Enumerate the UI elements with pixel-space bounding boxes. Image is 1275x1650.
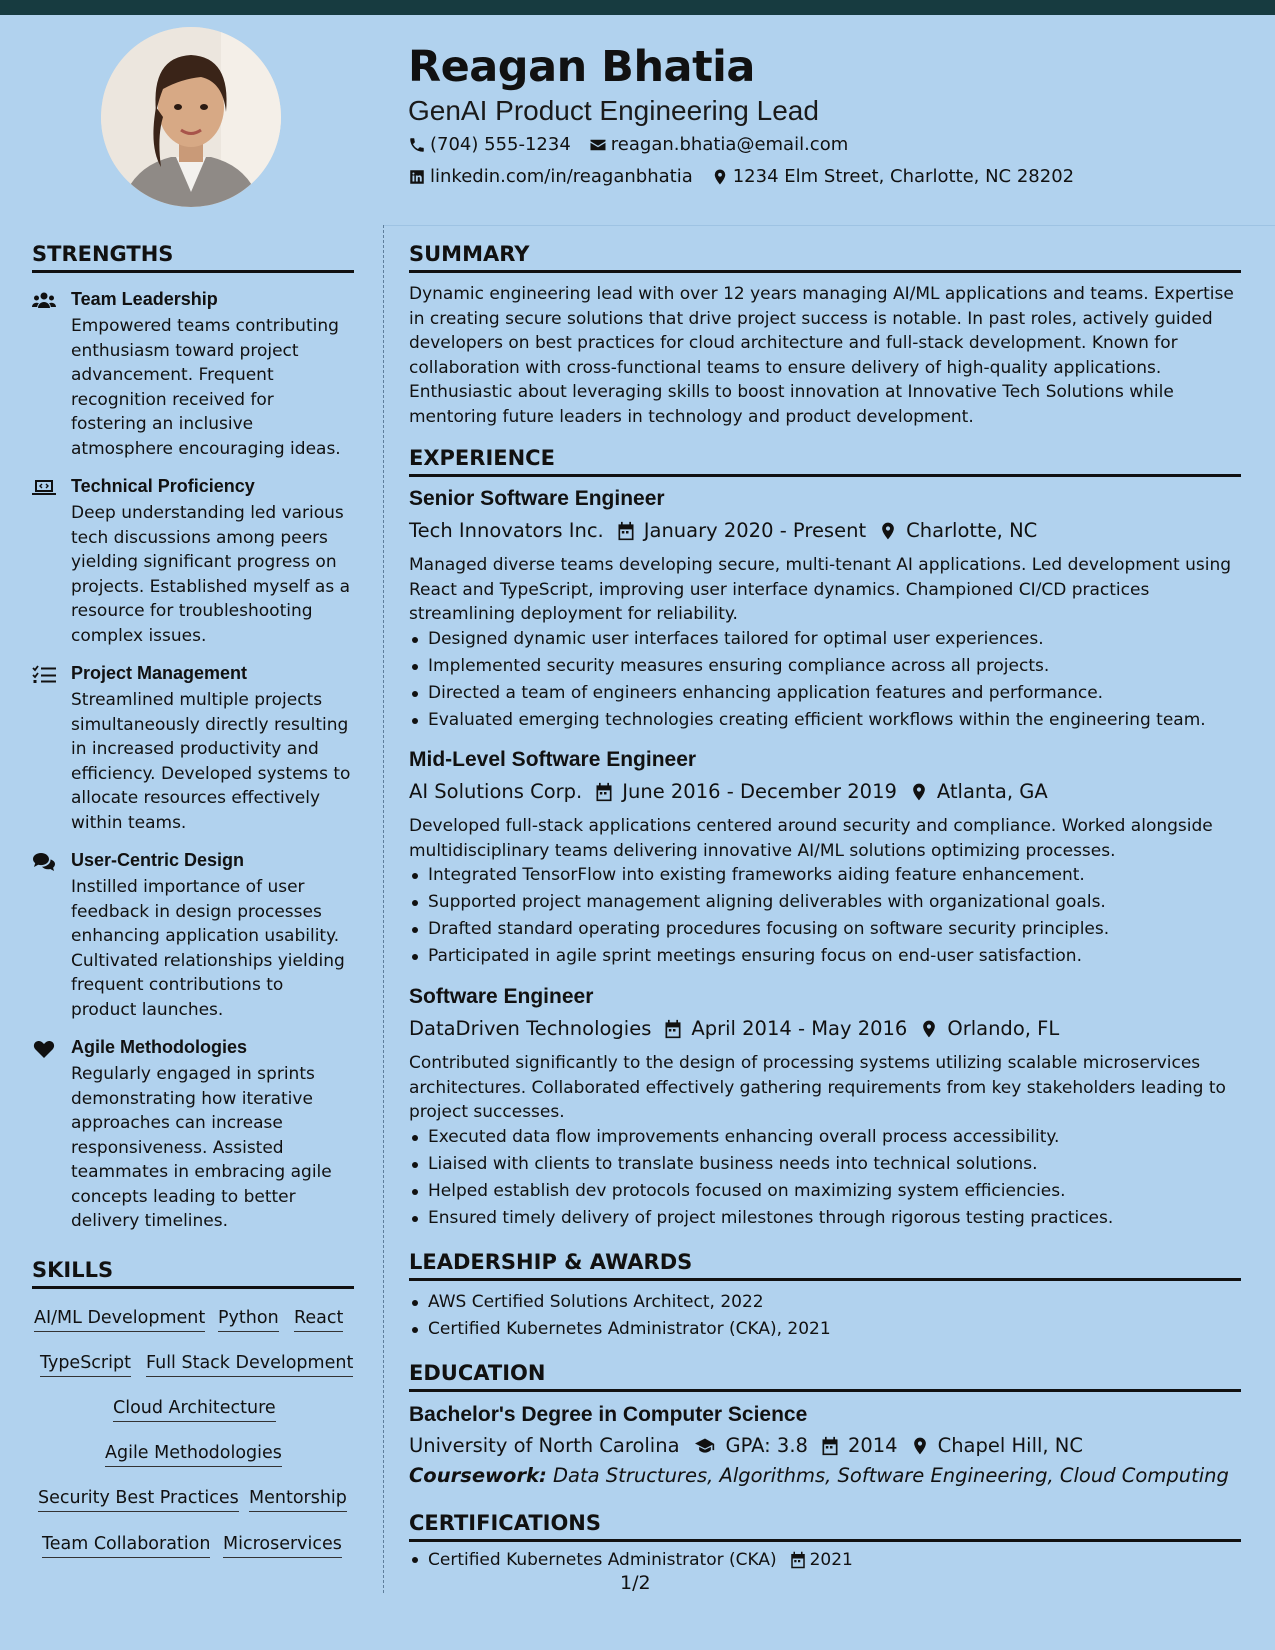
summary-heading: SUMMARY (409, 242, 1241, 273)
comments-icon (32, 852, 56, 872)
candidate-name: Reagan Bhatia (408, 42, 755, 92)
job-bullets (409, 862, 1109, 970)
header-divider (383, 225, 1275, 226)
page-number: 1/2 (620, 1572, 651, 1594)
degree-title: Bachelor's Degree in Computer Science (409, 1403, 808, 1426)
job-title: Senior Software Engineer (409, 487, 665, 510)
calendar-icon (663, 1019, 683, 1039)
gpa (692, 1434, 808, 1457)
job-meta (409, 1017, 1071, 1040)
education-location-text: Chapel Hill, NC (937, 1434, 1084, 1457)
job-bullet: Integrated TensorFlow into existing frameworks aiding feature enhancement. (409, 862, 1109, 889)
skill-tag: Cloud Architecture (113, 1398, 276, 1422)
linkedin-text: linkedin.com/in/reaganbhatia (430, 166, 693, 187)
graduation-year-text: 2014 (847, 1434, 898, 1457)
graduation-year (820, 1434, 898, 1457)
skill-tag: Mentorship (249, 1488, 347, 1512)
job-bullet: Participated in agile sprint meetings ensuring focus on end-user satisfaction. (409, 943, 1109, 970)
linkedin-contact[interactable] (408, 166, 693, 187)
coursework-label: Coursework: (409, 1464, 547, 1487)
job-bullets (409, 1124, 1113, 1232)
job-dates-text: January 2020 - Present (643, 519, 867, 542)
skills-heading: SKILLS (32, 1258, 354, 1289)
location-pin-icon (878, 521, 898, 541)
education-meta (409, 1434, 1095, 1457)
heart-icon (32, 1039, 56, 1059)
envelope-icon (589, 136, 607, 154)
skill-tag: React (294, 1308, 343, 1332)
job-dates-text: April 2014 - May 2016 (691, 1017, 908, 1040)
job-location-text: Charlotte, NC (906, 519, 1038, 542)
profile-photo (101, 27, 281, 207)
certification-name: Certified Kubernetes Administrator (CKA) (428, 1550, 777, 1570)
contact-row-2 (408, 166, 1092, 187)
users-icon (32, 291, 56, 311)
award-item: Certified Kubernetes Administrator (CKA), 2021 (409, 1316, 831, 1343)
contact-row-1 (408, 134, 866, 155)
job-company: AI Solutions Corp. (409, 780, 583, 803)
strength-title: Technical Proficiency (71, 476, 255, 496)
job-bullet: Designed dynamic user interfaces tailored for optimal user experiences. (409, 626, 1206, 653)
strengths-heading: STRENGTHS (32, 242, 354, 273)
location-pin-icon (711, 168, 729, 186)
task-list-icon (32, 665, 56, 685)
summary-text: Dynamic engineering lead with over 12 years managing AI/ML applications and teams. Expertise in creating secure solutions that drive project success is notable. In past roles, actively guided developers on best practices for cloud architecture and full-stack development. Known for collaboration with cross-functional teams to ensure delivery of high-quality applications. Enthusiastic about leveraging skills to boost innovation at Innovative Tech Solutions while mentoring future leaders in technology and product development. (409, 284, 1234, 427)
job-meta (409, 780, 1060, 803)
strength-title: User-Centric Design (71, 850, 245, 870)
job-bullet: Supported project management aligning deliverables with organizational goals. (409, 889, 1109, 916)
phone-icon (408, 136, 426, 154)
location-pin-icon (910, 1436, 930, 1456)
job-bullet: Liaised with clients to translate business needs into technical solutions. (409, 1151, 1113, 1178)
job-company: DataDriven Technologies (409, 1017, 652, 1040)
job-title: Software Engineer (409, 985, 594, 1008)
job-bullet: Executed data flow improvements enhancing overall process accessibility. (409, 1124, 1113, 1151)
coursework (409, 1464, 1229, 1487)
job-description: Developed full-stack applications centered around security and compliance. Worked alongside multidisciplinary teams delivering innovative AI/ML solutions optimizing processes. (409, 816, 1213, 861)
email-contact[interactable] (589, 134, 848, 155)
skill-tag: Microservices (223, 1534, 342, 1558)
location-pin-icon (909, 782, 929, 802)
job-bullets (409, 626, 1206, 734)
skill-tag: Full Stack Development (146, 1353, 353, 1377)
strength-desc: Deep understanding led various tech discussions among peers yielding significant progress on projects. Established myself as a resource for troubleshooting complex issues. (71, 503, 351, 646)
job-description: Contributed significantly to the design of processing systems utilizing scalable microservices architectures. Collaborated effectively gathering requirements from key stakeholders leading to project successes. (409, 1053, 1226, 1122)
strength-desc: Streamlined multiple projects simultaneously directly resulting in increased productivity and efficiency. Developed systems to allocate resources effectively within teams. (71, 690, 351, 833)
gpa-text: GPA: 3.8 (725, 1434, 808, 1457)
job-location (919, 1017, 1059, 1040)
job-location (909, 780, 1048, 803)
certification-year: 2021 (809, 1550, 853, 1570)
job-bullet: Directed a team of engineers enhancing application features and performance. (409, 680, 1206, 707)
job-dates (663, 1017, 907, 1040)
leadership-heading: LEADERSHIP & AWARDS (409, 1250, 1241, 1281)
job-bullet: Helped establish dev protocols focused on maximizing system efficiencies. (409, 1178, 1113, 1205)
leadership-list (409, 1289, 831, 1343)
job-meta (409, 519, 1049, 542)
job-dates (616, 519, 866, 542)
email-text: reagan.bhatia@email.com (610, 134, 849, 155)
job-bullet: Ensured timely delivery of project milestones through rigorous testing practices. (409, 1205, 1113, 1232)
certifications-heading: CERTIFICATIONS (409, 1511, 1241, 1542)
school-name: University of North Carolina (409, 1434, 680, 1457)
certification-item (409, 1550, 853, 1570)
portrait-image (101, 27, 281, 207)
experience-heading: EXPERIENCE (409, 446, 1241, 477)
skill-tag: TypeScript (40, 1353, 131, 1377)
laptop-code-icon (32, 478, 56, 498)
strength-title: Team Leadership (71, 289, 218, 309)
strength-title: Project Management (71, 663, 248, 683)
calendar-icon (616, 521, 636, 541)
job-bullet: Evaluated emerging technologies creating efficient workflows within the engineering team. (409, 707, 1206, 734)
job-bullet: Implemented security measures ensuring compliance across all projects. (409, 653, 1206, 680)
address-text: 1234 Elm Street, Charlotte, NC 28202 (732, 166, 1075, 187)
calendar-icon (594, 782, 614, 802)
phone-contact[interactable] (408, 134, 571, 155)
strength-desc: Empowered teams contributing enthusiasm toward project advancement. Frequent recognition received for fostering an inclusive atmosphere encouraging ideas. (71, 316, 341, 459)
job-bullet: Drafted standard operating procedures focusing on software security principles. (409, 916, 1109, 943)
phone-text: (704) 555-1234 (430, 134, 571, 155)
skill-tag: AI/ML Development (34, 1308, 205, 1332)
skill-tag: Team Collaboration (42, 1534, 210, 1558)
job-title: Mid-Level Software Engineer (409, 748, 697, 771)
education-location (910, 1434, 1083, 1457)
top-accent-bar (0, 0, 1275, 15)
candidate-title: GenAI Product Engineering Lead (408, 95, 819, 126)
location-pin-icon (919, 1019, 939, 1039)
job-description: Managed diverse teams developing secure, multi-tenant AI applications. Led development using React and TypeScript, improving user interface dynamics. Championed CI/CD practices streamlining deployment for reliability. (409, 555, 1232, 624)
linkedin-icon (408, 168, 426, 186)
job-location (878, 519, 1037, 542)
education-heading: EDUCATION (409, 1361, 1241, 1392)
calendar-icon (820, 1436, 840, 1456)
address-contact (711, 166, 1074, 187)
job-company: Tech Innovators Inc. (409, 519, 604, 542)
job-dates (594, 780, 897, 803)
skill-tag: Python (218, 1308, 279, 1332)
calendar-icon (789, 1551, 807, 1569)
job-dates-text: June 2016 - December 2019 (622, 780, 897, 803)
coursework-text: Data Structures, Algorithms, Software Engineering, Cloud Computing (553, 1464, 1229, 1487)
column-divider (383, 225, 384, 1593)
skill-tag: Agile Methodologies (105, 1443, 282, 1467)
skill-tag: Security Best Practices (38, 1488, 239, 1512)
job-location-text: Atlanta, GA (936, 780, 1048, 803)
strength-desc: Instilled importance of user feedback in design processes enhancing application usability. Cultivated relationships yielding frequent contributions to product launches. (71, 877, 345, 1020)
graduation-cap-icon (692, 1436, 718, 1456)
strength-title: Agile Methodologies (71, 1037, 248, 1057)
award-item: AWS Certified Solutions Architect, 2022 (409, 1289, 831, 1316)
job-location-text: Orlando, FL (947, 1017, 1060, 1040)
strength-desc: Regularly engaged in sprints demonstrating how iterative approaches can increase responsiveness. Assisted teammates in embracing agile concepts leading to better delivery timelines. (71, 1064, 332, 1231)
